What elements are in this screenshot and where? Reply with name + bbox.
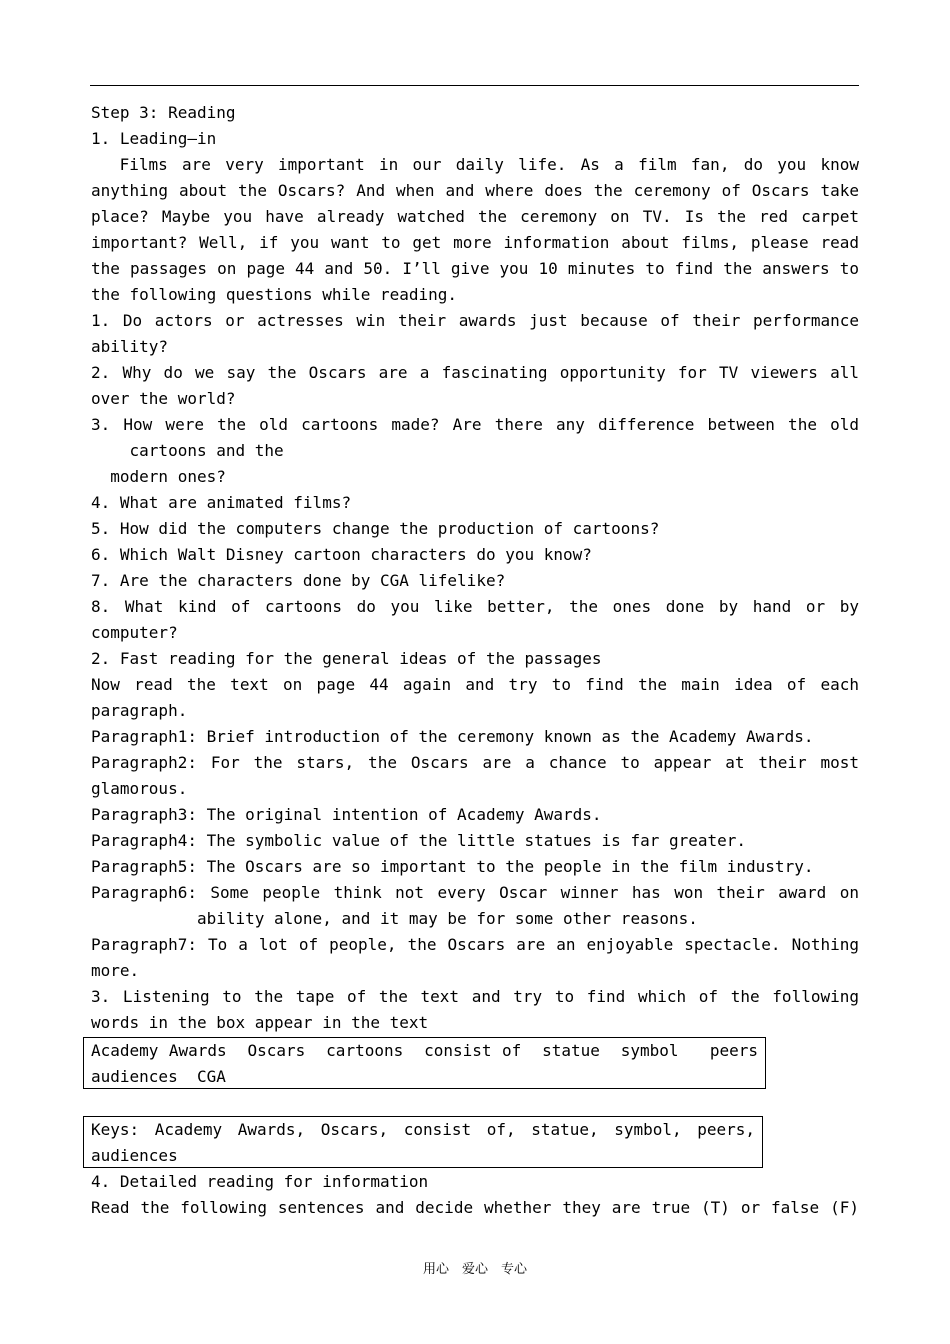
text-line: 1. Leading–in [91, 129, 217, 148]
text-line: Paragraph4: The symbolic value of the little statues is far greater. [91, 831, 747, 850]
text-line: 4. What are animated films? [91, 493, 352, 512]
text-line: Academy Awards Oscars cartoons consist of statue symbol peers [91, 1041, 758, 1060]
text-line: paragraph. [91, 701, 188, 720]
document-body [91, 100, 859, 1036]
text-line: glamorous. [91, 779, 188, 798]
text-line: words in the box appear in the text [91, 1013, 429, 1032]
text-line: Films are very important in our daily life. As a film fan, do you know [91, 155, 859, 174]
text-line: the passages on page 44 and 50. I’ll give you 10 minutes to find the answers to [91, 259, 859, 278]
text-line: the following questions while reading. [91, 285, 458, 304]
text-line: Paragraph5: The Oscars are so important to the people in the film industry. [91, 857, 814, 876]
text-line: place? Maybe you have already watched the ceremony on TV. Is the red carpet [91, 207, 859, 226]
text-line: audiences [91, 1146, 178, 1165]
text-line: Paragraph1: Brief introduction of the ceremony known as the Academy Awards. [91, 727, 814, 746]
page-footer: 用心 爱心 专心 [422, 1262, 527, 1277]
text-line: 1. Do actors or actresses win their awards just because of their performance [91, 311, 859, 330]
text-line: over the world? [91, 389, 236, 408]
document-tail [91, 1169, 859, 1221]
text-line: ability alone, and it may be for some other reasons. [91, 909, 698, 928]
text-line: 2. Fast reading for the general ideas of the passages [91, 649, 602, 668]
text-line: important? Well, if you want to get more information about films, please read [91, 233, 859, 252]
text-line: computer? [91, 623, 178, 642]
text-line: 7. Are the characters done by CGA lifelike? [91, 571, 506, 590]
text-line: 3. Listening to the tape of the text and try to find which of the following [91, 987, 859, 1006]
text-line: more. [91, 961, 140, 980]
text-line: 5. How did the computers change the production of cartoons? [91, 519, 660, 538]
text-line: audiences CGA [91, 1067, 226, 1086]
keys-box [83, 1116, 763, 1168]
text-line: Step 3: Reading [91, 103, 236, 122]
word-box [83, 1037, 766, 1089]
text-line: 6. Which Walt Disney cartoon characters do you know? [91, 545, 592, 564]
text-line: ability? [91, 337, 169, 356]
text-line: Paragraph6: Some people think not every Oscar winner has won their award on [91, 883, 859, 902]
text-line: Keys: Academy Awards, Oscars, consist of, statue, symbol, peers, [91, 1120, 755, 1139]
text-line: modern ones? [91, 467, 226, 486]
text-line: Paragraph2: For the stars, the Oscars are a chance to appear at their most [91, 753, 859, 772]
text-line: 4. Detailed reading for information [91, 1172, 429, 1191]
text-line: Read the following sentences and decide whether they are true (T) or false (F) [91, 1198, 859, 1217]
text-line: Now read the text on page 44 again and try to find the main idea of each [91, 675, 859, 694]
text-line: 3. How were the old cartoons made? Are there any difference between the old [91, 415, 859, 434]
text-line: 2. Why do we say the Oscars are a fascinating opportunity for TV viewers all [91, 363, 859, 382]
text-line: 8. What kind of cartoons do you like better, the ones done by hand or by [91, 597, 859, 616]
header-rule [90, 85, 859, 86]
text-line: Paragraph3: The original intention of Academy Awards. [91, 805, 602, 824]
text-line: anything about the Oscars? And when and where does the ceremony of Oscars take [91, 181, 859, 200]
text-line: cartoons and the [91, 441, 284, 460]
text-line: Paragraph7: To a lot of people, the Oscars are an enjoyable spectacle. Nothing [91, 935, 859, 954]
